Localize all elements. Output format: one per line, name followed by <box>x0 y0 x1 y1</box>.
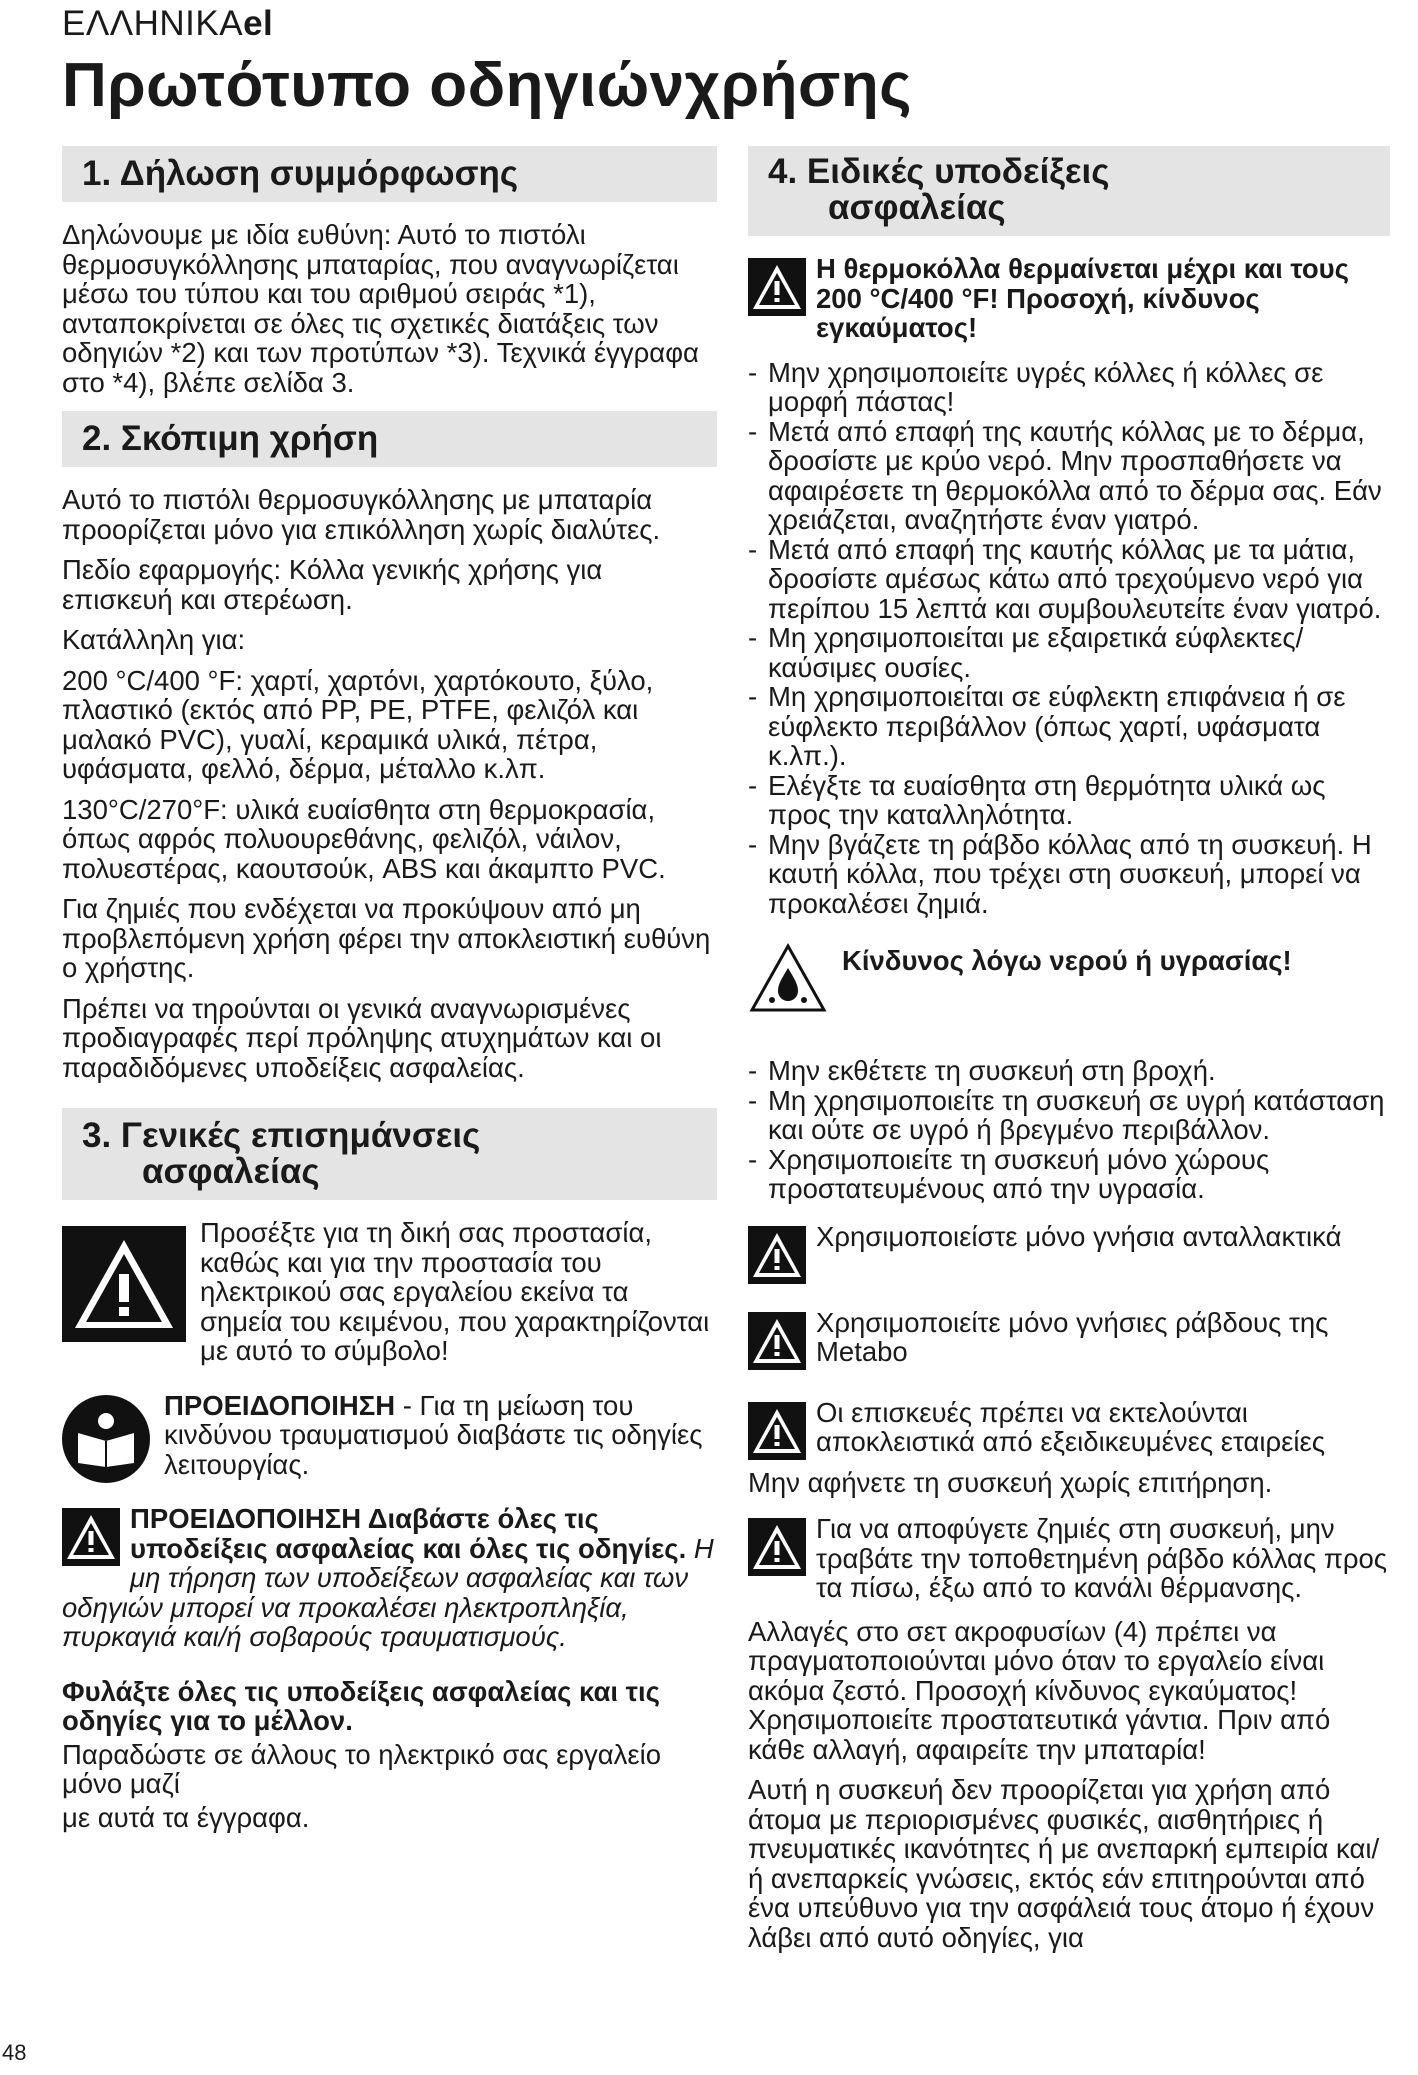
language-name: ΕΛΛΗΝΙΚΑ <box>62 4 244 43</box>
warning-triangle-icon <box>748 1402 806 1460</box>
supervision-text: Μην αφήνετε τη συσκευή χωρίς επιτήρηση. <box>748 1466 1273 1498</box>
section-4-heading-line1: 4. Ειδικές υποδείξεις <box>768 152 1110 191</box>
section-3-heading-line2: ασφαλείας <box>142 1152 320 1191</box>
read-manual-icon <box>62 1395 150 1483</box>
read-manual-text: - Για τη μείωση του κινδύνου τραυματισμού διαβάστε τις οδηγίες λειτουργίας. <box>164 1389 703 1480</box>
list-item: - Μην βγάζετε τη ράβδο κόλλας από τη συσκευή. Η καυτή κόλλα, που τρέχει στη συσκευή, μπορεί να προκαλέσει ζημιά. <box>748 830 1390 919</box>
declaration-text: Δηλώνουμε με ιδία ευθύνη: Αυτό το πιστόλι θερμοσυγκόλλησης μπαταρίας, που αναγνωρίζεται μέσω του τύπου και του αριθμού σειράς *1), ανταποκρίνεται σε όλες τις σχετικές διατάξεις των οδηγιών *2) και των προτύπων *3). Τεχνικά έγγραφα στο *4), βλέπε σελίδα 3. <box>62 219 699 398</box>
glue-sticks-text: Χρησιμοποιείτε μόνο γνήσιες ράβδους της Metabo <box>816 1306 1329 1367</box>
list-item: - Χρησιμοποιείτε τη συσκευή μόνο χώρους προστατευμένους από την υγρασία. <box>748 1145 1390 1204</box>
restricted-persons-text: Αυτή η συσκευή δεν προορίζεται για χρήση από άτομα με περιορισμένες φυσικές, αισθητήριες ή πνευματικές ικανότητες ή με ανεπαρκή εμπειρία και/ή ανεπαρκείς γνώσεις, εκτός εάν επιτηρούνται από ένα υπεύθυνο για την ασφάλειά τους άτομο ή έχουν λάβει από αυτό οδηγίες, για <box>748 1774 1380 1953</box>
list-item: - Μην εκθέτετε τη συσκευή στη βροχή. <box>748 1056 1390 1086</box>
water-warning-block <box>748 942 1390 1020</box>
warning-triangle-icon <box>748 1518 806 1576</box>
language-label <box>62 4 273 44</box>
warning-triangle-icon <box>748 1312 806 1370</box>
warning-triangle-icon <box>748 1226 806 1284</box>
intended-use-p7: Πρέπει να τηρούνται οι γενικά αναγνωρισμένες προδιαγραφές περί πρόληψης ατυχημάτων και οι παραδιδόμενες υποδείξεις ασφαλείας. <box>62 992 662 1083</box>
water-warning-text: Κίνδυνος λόγω νερού ή υγρασίας! <box>842 945 1292 976</box>
section-3-heading <box>62 1108 717 1200</box>
general-warning-text: Προσέξτε για τη δική σας προστασία, καθώς και για την προστασία του ηλεκτρικού σας εργαλείου εκείνα τα σημεία του κειμένου, που χαρακτηρίζονται με αυτό το σύμβολο! <box>200 1217 710 1366</box>
right-column <box>748 146 1390 1963</box>
list-item: - Μη χρησιμοποιείτε τη συσκευή σε υγρή κατάσταση και ούτε σε υγρό ή βρεγμένο περιβάλλον. <box>748 1086 1390 1145</box>
hot-glue-warning-text: Η θερμοκόλλα θερμαίνεται μέχρι και τους 200 °C/400 °F! Προσοχή, κίνδυνος εγκαύματος! <box>816 253 1349 343</box>
left-column <box>62 146 717 1843</box>
general-warning-block <box>62 1218 717 1377</box>
intended-use-p2: Πεδίο εφαρμογής: Κόλλα γενικής χρήσης για επισκευή και στερέωση. <box>62 554 603 615</box>
intended-use-p3: Κατάλληλη για: <box>62 624 246 655</box>
water-hazard-icon <box>748 942 828 1014</box>
read-all-warning-text: Η μη τήρηση των υποδείξεων ασφαλείας και των οδηγιών μπορεί να προκαλέσει ηλεκτροπληξία, πυρκαγιά και/ή σοβαρούς τραυματισμούς. <box>62 1532 714 1652</box>
read-all-warning-title: ΠΡΟΕΙΔΟΠΟΙΗΣΗ Διαβάστε όλες τις υποδείξεις ασφαλείας και όλες τις οδηγίες. <box>130 1503 687 1564</box>
intended-use-p6: Για ζημιές που ενδέχεται να προκύψουν από μη προβλεπόμενη χρήση φέρει την αποκλειστική ευθύνη ο χρήστης. <box>62 893 711 983</box>
section-3-heading-line1: 3. Γενικές επισημάνσεις <box>82 1116 481 1155</box>
section-4-heading-line2: ασφαλείας <box>828 188 1006 227</box>
warning-triangle-icon <box>62 1508 120 1566</box>
pull-stick-warning <box>748 1514 1390 1603</box>
hot-glue-list <box>748 358 1390 919</box>
section-2-heading: 2. Σκόπιμη χρήση <box>62 411 717 467</box>
keep-instructions-line1: Παραδώστε σε άλλους το ηλεκτρικό σας εργαλείο μόνο μαζί <box>62 1738 662 1799</box>
list-item: - Μη χρησιμοποιείται με εξαιρετικά εύφλεκτες/ καύσιμες ουσίες. <box>748 623 1390 682</box>
section-4-heading <box>748 146 1390 236</box>
repairs-text: Οι επισκευές πρέπει να εκτελούνται αποκλειστικά από εξειδικευμένες εταιρείες <box>816 1396 1326 1457</box>
spare-parts-warning <box>748 1222 1390 1288</box>
glue-sticks-warning <box>748 1308 1390 1378</box>
intended-use-p5: 130°C/270°F: υλικά ευαίσθητα στη θερμοκρασία, όπως αφρός πολυουρεθάνης, φελιζόλ, νάιλον, πολυεστέρας, καουτσούκ, ABS και άκαμπτο PVC. <box>62 793 666 884</box>
intended-use-p4: 200 °C/400 °F: χαρτί, χαρτόνι, χαρτόκουτο, ξύλο, πλαστικό (εκτός από PP, PE, PTFE, φελιζόλ και μαλακό PVC), γυαλί, κεραμικά υλικά, πέτρα, υφάσματα, φελλό, δέρμα, μέταλλο κ.λπ. <box>62 664 654 784</box>
spare-parts-text: Χρησιμοποιείστε μόνο γνήσια ανταλλακτικά <box>816 1220 1342 1252</box>
keep-instructions-line2: με αυτά τα έγγραφα. <box>62 1801 310 1833</box>
list-item: - Μετά από επαφή της καυτής κόλλας με τα μάτια, δροσίστε αμέσως κάτω από τρεχούμενο νερό για περίπου 15 λεπτά και συμβουλευτείτε έναν γιατρό. <box>748 535 1390 624</box>
page-title: Πρωτότυπο οδηγιώνχρήσης <box>62 51 913 120</box>
read-manual-label: ΠΡΟΕΙΔΟΠΟΙΗΣΗ <box>164 1389 396 1421</box>
list-item: - Μην χρησιμοποιείτε υγρές κόλλες ή κόλλες σε μορφή πάστας! <box>748 358 1390 417</box>
page-number: 48 <box>2 2040 27 2065</box>
list-item: - Μη χρησιμοποιείται σε εύφλεκτη επιφάνεια ή σε εύφλεκτο περιβάλλον (όπως χαρτί, υφάσματα κ.λπ.). <box>748 682 1390 771</box>
warning-triangle-icon <box>748 258 806 316</box>
list-item: - Ελέγξτε τα ευαίσθητα στη θερμότητα υλικά ως προς την καταλληλότητα. <box>748 771 1390 830</box>
warning-triangle-icon <box>62 1226 186 1342</box>
list-item: - Μετά από επαφή της καυτής κόλλας με το δέρμα, δροσίστε με κρύο νερό. Μην προσπαθήσετε να αφαιρέσετε τη θερμοκόλλα από το δέρμα σας. Εάν χρειάζεται, αναζητήστε έναν γιατρό. <box>748 417 1390 535</box>
read-manual-block <box>62 1391 717 1491</box>
water-list <box>748 1056 1390 1204</box>
section-1-heading: 1. Δήλωση συμμόρφωσης <box>62 146 717 202</box>
pull-stick-text: Για να αποφύγετε ζημιές στη συσκευή, μην τραβάτε την τοποθετημένη ράβδο κόλλας προς τα πίσω, έξω από το κανάλι θέρμανσης. <box>816 1513 1388 1603</box>
hot-glue-warning-block <box>748 254 1390 354</box>
language-code: el <box>243 4 274 43</box>
nozzle-change-text: Αλλαγές στο σετ ακροφυσίων (4) πρέπει να πραγματοποιούνται μόνο όταν το εργαλείο είναι ακόμα ζεστό. Προσοχή κίνδυνος εγκαύματος! Χρησιμοποιείτε προστατευτικά γάντια. Πριν από κάθε αλλαγή, αφαιρείτε την μπαταρία! <box>748 1615 1331 1765</box>
repairs-warning <box>748 1398 1390 1509</box>
keep-instructions-title: Φυλάξτε όλες τις υποδείξεις ασφαλείας και τις οδηγίες για το μέλλον. <box>62 1675 660 1736</box>
read-all-warning-block <box>62 1504 717 1663</box>
intended-use-p1: Αυτό το πιστόλι θερμοσυγκόλλησης με μπαταρία προορίζεται μόνο για επικόλληση χωρίς διαλύτες. <box>62 484 661 545</box>
